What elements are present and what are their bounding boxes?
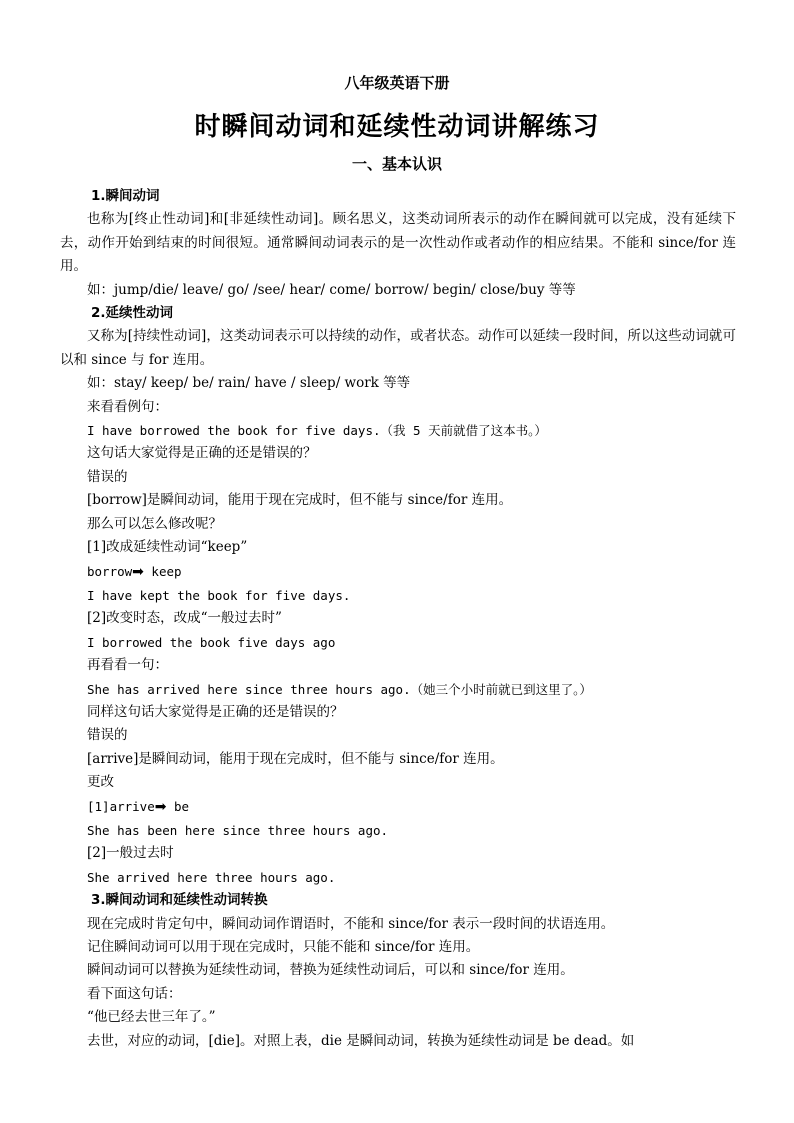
text-line: 记住瞬间动词可以用于现在完成时，只能不能和 since/for 连用。 bbox=[87, 939, 480, 955]
text-line: [arrive]是瞬间动词，能用于现在完成时，但不能与 since/for 连用。 bbox=[87, 750, 504, 767]
verb-from: borrow bbox=[87, 563, 133, 579]
text-line: 错误的 bbox=[87, 468, 128, 485]
example-sentence: She has arrived here since three hours ago.（她三个小时前就已到这里了。） bbox=[87, 681, 592, 697]
instant-verbs-examples: 如：jump/die/ leave/ go/ /see/ hear/ come/ borrow/ begin/ close/buy 等等 bbox=[87, 281, 576, 298]
verb-from: [1]arrive bbox=[87, 798, 155, 814]
verb-to: keep bbox=[151, 563, 182, 579]
text-line: 这句话大家觉得是正确的还是错误的？ bbox=[87, 445, 317, 462]
document-body bbox=[60, 185, 736, 1053]
text-line: 去世，对应的动词，[die]。对照上表，die 是瞬间动词，转换为延续性动词是 be dead。如 bbox=[87, 1032, 635, 1049]
durative-verbs-description: 又称为[持续性动词]，这类动词表示可以持续的动作，或者状态。动作可以延续一段时间，所以这些动词就可以和 since 与 for 连用。 bbox=[60, 328, 736, 368]
text-line: 来看看例句： bbox=[87, 398, 168, 415]
text-line: [1]改成延续性动词“keep” bbox=[87, 539, 248, 556]
verb-conversion-line bbox=[60, 560, 736, 584]
heading-instant-verbs: 1.瞬间动词 bbox=[91, 188, 160, 204]
example-sentence: I borrowed the book five days ago bbox=[87, 634, 336, 650]
text-line: [2]一般过去时 bbox=[87, 845, 174, 862]
heading-verb-conversion: 3.瞬间动词和延续性动词转换 bbox=[91, 892, 268, 909]
text-line: 错误的 bbox=[87, 727, 128, 744]
verb-to: be bbox=[174, 798, 190, 814]
section-heading: 一、基本认识 bbox=[351, 155, 442, 173]
instant-verbs-description: 也称为[终止性动词]和[非延续性动词]。顾名思义，这类动词所表示的动作在瞬间就可以完成，没有延续下去，动作开始到结束的时间很短。通常瞬间动词表示的是一次性动作或者动作的相应结果。不能和 since/for 连用。 bbox=[60, 211, 736, 275]
example-sentence: I have kept the book for five days. bbox=[87, 587, 351, 603]
text-line: [2]改变时态，改成“一般过去时” bbox=[87, 610, 282, 627]
text-line: 那么可以怎么修改呢？ bbox=[87, 515, 222, 532]
text-line: 同样这句话大家觉得是正确的还是错误的？ bbox=[87, 703, 344, 720]
text-line: [borrow]是瞬间动词，能用于现在完成时，但不能与 since/for 连用。 bbox=[87, 492, 513, 509]
quoted-sentence: “他已经去世三年了。” bbox=[87, 1009, 216, 1026]
text-line: 瞬间动词可以替换为延续性动词，替换为延续性动词后，可以和 since/for 连用。 bbox=[87, 962, 574, 979]
text-line: 现在完成时肯定句中，瞬间动词作谓语时，不能和 since/for 表示一段时间的状语连用。 bbox=[87, 915, 615, 932]
text-line: 再看看一句： bbox=[87, 657, 168, 674]
arrow-right-icon: ➡ bbox=[154, 798, 167, 815]
heading-durative-verbs: 2.延续性动词 bbox=[91, 305, 174, 322]
document-title: 时瞬间动词和延续性动词讲解练习 bbox=[194, 112, 600, 142]
example-sentence: She arrived here three hours ago. bbox=[87, 869, 336, 885]
durative-verbs-examples: 如：stay/ keep/ be/ rain/ have / sleep/ work 等等 bbox=[87, 375, 411, 392]
example-sentence: I have borrowed the book for five days.（我 5 天前就借了这本书。） bbox=[87, 423, 547, 439]
text-line: 更改 bbox=[87, 774, 114, 791]
document-subtitle: 八年级英语下册 bbox=[344, 74, 450, 92]
text-line: 看下面这句话： bbox=[87, 985, 182, 1002]
verb-conversion-line bbox=[60, 795, 736, 819]
example-sentence: She has been here since three hours ago. bbox=[87, 822, 389, 838]
arrow-right-icon: ➡ bbox=[132, 563, 144, 580]
